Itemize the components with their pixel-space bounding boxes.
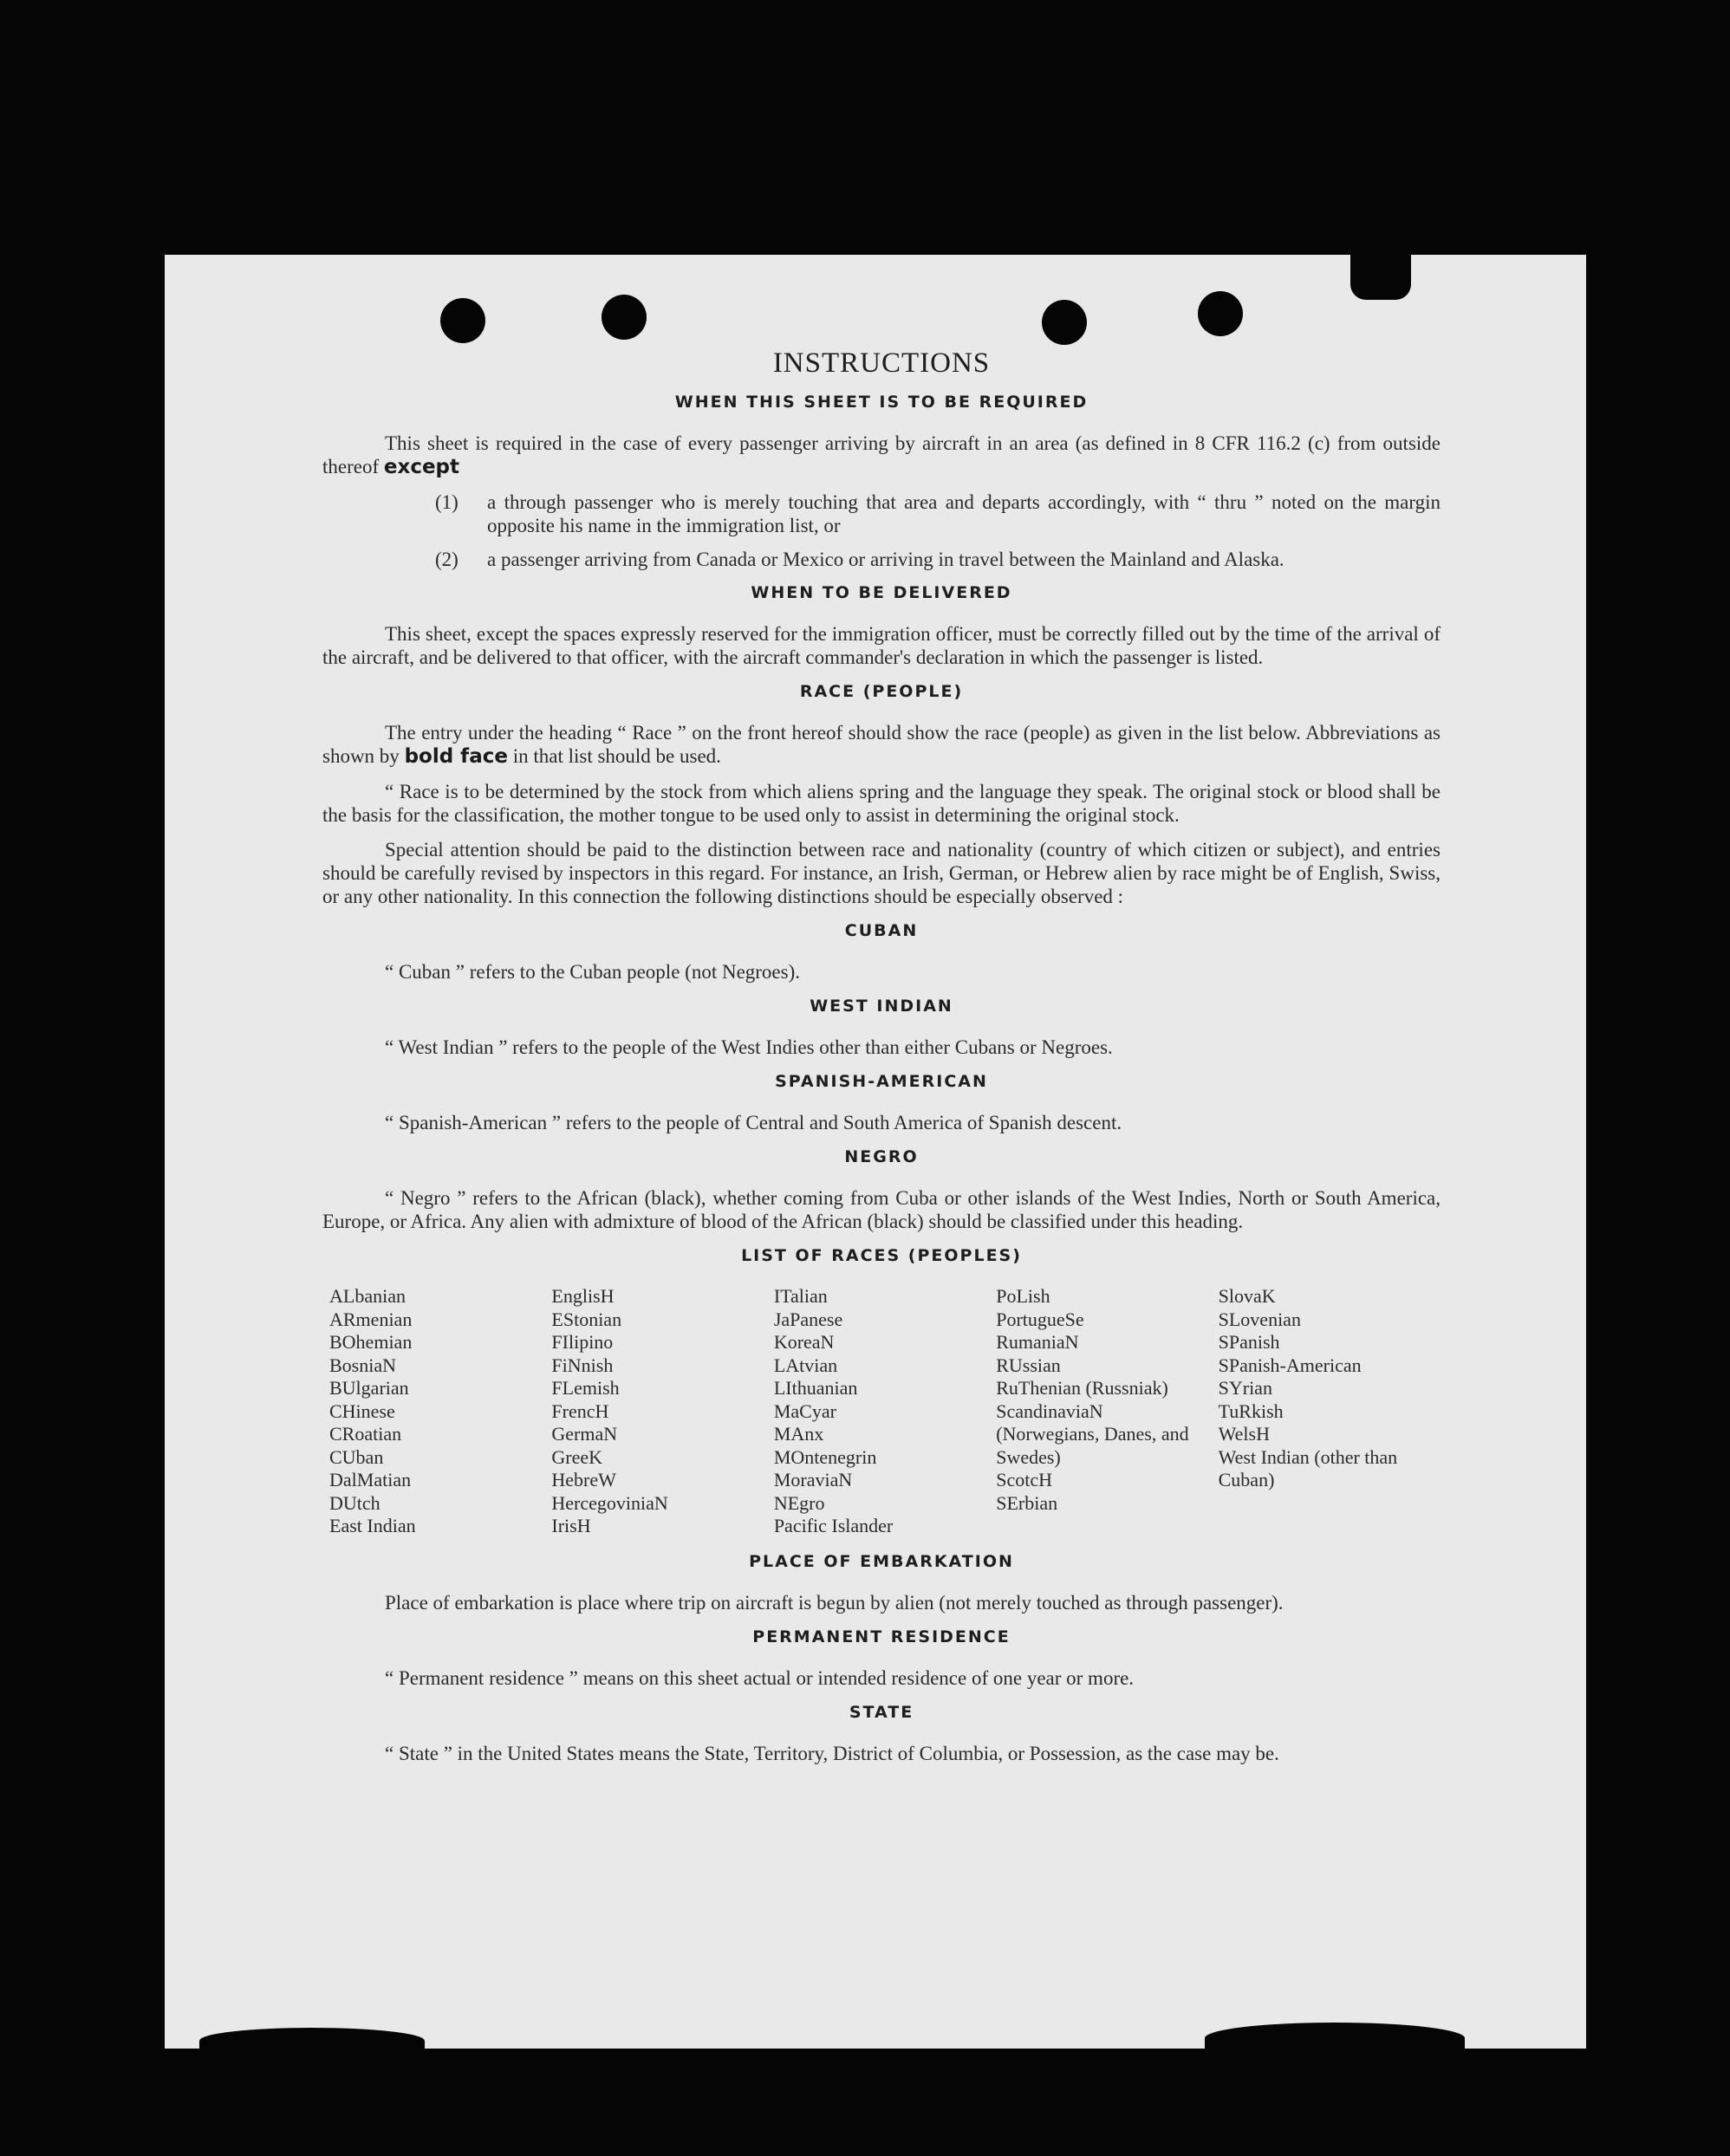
paragraph-state: “ State ” in the United States means the State, Territory, District of Columbia, or Possession, as the case may be. [385, 1742, 1279, 1764]
races-column [1219, 1285, 1441, 1538]
race-entry: CUban [329, 1445, 384, 1468]
race-entry: LIthuanian [773, 1377, 858, 1399]
paragraph-spanish-american: “ Spanish-American ” refers to the people of Central and South America of Spanish descent. [385, 1112, 1122, 1133]
race-entry: DUtch [329, 1491, 380, 1514]
race-entry: Pacific Islander [773, 1515, 894, 1536]
list-item [435, 490, 1441, 537]
bold-text: except [383, 456, 460, 478]
section-heading-delivered: WHEN TO BE DELIVERED [751, 583, 1012, 602]
races-column [996, 1285, 1218, 1538]
race-entry: WelsH [1218, 1423, 1270, 1445]
race-entry: BOhemian [329, 1331, 413, 1353]
section-heading-negro: NEGRO [844, 1147, 919, 1166]
race-entry: PortugueSe [996, 1308, 1084, 1330]
race-entry: GermaN [551, 1423, 618, 1445]
race-entry: BUlgarian [329, 1377, 409, 1399]
race-entry: East Indian [329, 1515, 416, 1536]
race-entry: JaPanese [773, 1308, 843, 1330]
race-entry: EStonian [551, 1308, 622, 1330]
race-entry: MOntenegrin [773, 1445, 877, 1468]
race-entry: KoreaN [773, 1331, 835, 1353]
item-number: (1) [435, 491, 459, 513]
race-entry: HebreW [551, 1469, 616, 1490]
race-entry: ScotcH [996, 1469, 1052, 1490]
race-entry: PoLish [996, 1285, 1050, 1307]
paragraph-delivered: This sheet, except the spaces expressly reserved for the immigration officer, must be correctly filled out by the time of the arrival of the aircraft, and be delivered to that officer, with the aircraft commander's declaration in which the passenger is listed. [322, 623, 1441, 668]
page-title: INSTRUCTIONS [772, 347, 991, 379]
race-entry: BosniaN [329, 1354, 396, 1376]
item-text: a passenger arriving from Canada or Mexico or arriving in travel between the Mainland and Alaska. [487, 549, 1284, 570]
section-heading-list-of-races: LIST OF RACES (PEOPLES) [741, 1246, 1022, 1265]
section-heading-spanish-american: SPANISH-AMERICAN [775, 1072, 988, 1091]
torn-edge [199, 2028, 425, 2054]
race-entry: ITalian [773, 1285, 828, 1307]
races-list [329, 1285, 1441, 1538]
race-entry: SLovenian [1218, 1308, 1301, 1330]
paragraph-embarkation: Place of embarkation is place where trip on aircraft is begun by alien (not merely touched as through passenger). [385, 1591, 1284, 1614]
section-heading-west-indian: WEST INDIAN [810, 997, 953, 1016]
paragraph-race-2: “ Race is to be determined by the stock from which aliens spring and the language they speak. The original stock or blood shall be the basis for the classification, the mother tongue to be used only to assist in determining the original stock. [322, 781, 1441, 826]
race-entry: RUssian [996, 1354, 1061, 1376]
races-column [329, 1285, 551, 1538]
race-entry: SlovaK [1218, 1285, 1276, 1307]
race-entry: SPanish-American [1218, 1354, 1362, 1376]
text: The entry under the heading “ Race ” on the front hereof should show the race (people) as given in the list below. Abbreviations as shown by [322, 722, 1441, 767]
race-entry: CHinese [329, 1399, 395, 1422]
races-column [551, 1285, 773, 1538]
punch-hole [602, 295, 647, 340]
document-sheet [165, 255, 1586, 2049]
race-entry: FiNnish [551, 1354, 614, 1376]
race-entry: FrencH [551, 1399, 609, 1422]
instructions-content [322, 347, 1441, 1776]
race-entry: CRoatian [329, 1423, 402, 1445]
paragraph-race-1 [322, 721, 1441, 769]
paragraph-cuban: “ Cuban ” refers to the Cuban people (not Negroes). [385, 961, 801, 983]
race-entry: DalMatian [329, 1469, 412, 1490]
race-entry: RuThenian (Russniak) [996, 1377, 1168, 1399]
paragraph-west-indian: “ West Indian ” refers to the people of the West Indies other than either Cubans or Negroes. [385, 1036, 1113, 1058]
race-entry: NEgro [773, 1491, 825, 1514]
torn-corner [1350, 251, 1411, 300]
text: in that list should be used. [512, 745, 721, 767]
race-entry: SYrian [1218, 1377, 1272, 1399]
bold-text: bold face [404, 745, 508, 768]
race-entry: West Indian (other than Cuban) [1218, 1445, 1398, 1490]
list-item [435, 548, 1441, 571]
race-entry: MAnx [773, 1423, 824, 1445]
punch-hole [1042, 300, 1087, 345]
race-entry: FLemish [551, 1377, 620, 1399]
section-heading-residence: PERMANENT RESIDENCE [752, 1627, 1011, 1646]
item-text: a through passenger who is merely touching that area and departs accordingly, with “ thru ” noted on the margin opposite his name in the immigration list, or [487, 491, 1441, 536]
races-column [774, 1285, 996, 1538]
punch-hole [1198, 291, 1243, 336]
paragraph-negro: “ Negro ” refers to the African (black), whether coming from Cuba or other islands of the West Indies, North or South America, Europe, or Africa. Any alien with admixture of blood of the African (black) should be classified under this heading. [322, 1187, 1441, 1232]
section-heading-race: RACE (PEOPLE) [799, 682, 964, 701]
section-heading-state: STATE [849, 1702, 914, 1722]
race-entry: GreeK [551, 1445, 603, 1468]
race-entry: RumaniaN [996, 1331, 1079, 1353]
race-entry: LAtvian [773, 1354, 838, 1376]
race-entry: MaCyar [773, 1399, 836, 1422]
paragraph-required [322, 432, 1441, 479]
section-heading-embarkation: PLACE OF EMBARKATION [749, 1551, 1014, 1571]
race-entry: HercegoviniaN [551, 1491, 668, 1514]
race-entry: SPanish [1218, 1331, 1280, 1353]
punch-hole [440, 298, 485, 343]
race-entry: IrisH [551, 1515, 591, 1536]
paragraph-residence: “ Permanent residence ” means on this sheet actual or intended residence of one year or more. [385, 1666, 1135, 1689]
section-heading-required: WHEN THIS SHEET IS TO BE REQUIRED [674, 393, 1089, 412]
paragraph-race-3: Special attention should be paid to the distinction between race and nationality (country of which citizen or subject), and entries should be carefully revised by inspectors in this regard. For instance, an Irish, German, or Hebrew alien by race might be of English, Swiss, or any other nationality. In this connection the following distinctions should be especially observed : [322, 839, 1441, 907]
race-entry: ARmenian [329, 1308, 413, 1330]
race-entry: ALbanian [329, 1285, 406, 1307]
item-number: (2) [435, 549, 459, 570]
section-heading-cuban: CUBAN [844, 921, 919, 940]
text: This sheet is required in the case of every passenger arriving by aircraft in an area (as defined in 8 CFR 116.2 (c) from outside thereof [322, 432, 1441, 477]
race-entry: SErbian [996, 1491, 1058, 1514]
race-entry: MoraviaN [773, 1469, 853, 1490]
race-entry: EnglisH [551, 1285, 615, 1307]
race-entry: TuRkish [1218, 1399, 1284, 1422]
torn-edge [1205, 2023, 1465, 2054]
race-entry: ScandinaviaN (Norwegians, Danes, and Swedes) [996, 1399, 1189, 1468]
race-entry: FIlipino [551, 1331, 614, 1353]
